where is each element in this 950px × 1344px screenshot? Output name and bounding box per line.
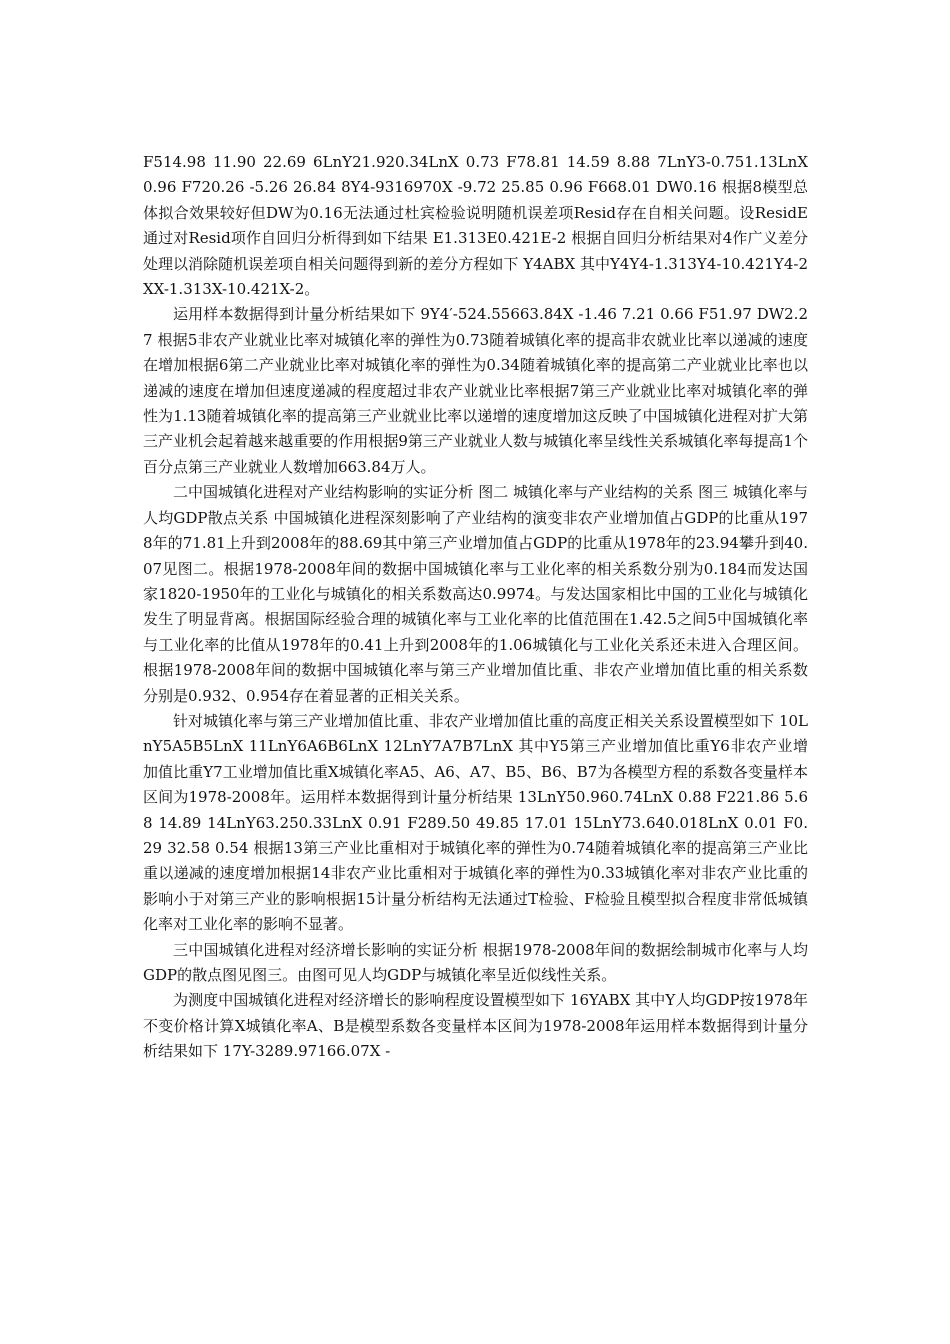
document-body: [143, 150, 808, 1065]
paragraph-3: 二中国城镇化进程对产业结构影响的实证分析 图二 城镇化率与产业结构的关系 图三 城镇化率与人均GDP散点关系 中国城镇化进程深刻影响了产业结构的演变非农产业增加值占GDP的比重从1978年的71.81上升到2008年的88.69其中第三产业增加值占GDP的比重从1978年的23.94攀升到40.07见图二。根据1978-2008年间的数据中国城镇化率与工业化率的相关系数分别为0.184而发达国家1820-1950年的工业化与城镇化的相关系数高达0.9974。与发达国家相比中国的工业化与城镇化发生了明显背离。根据国际经验合理的城镇化率与工业化率的比值范围在1.42.5之间5中国城镇化率与工业化率的比值从1978年的0.41上升到2008年的1.06城镇化与工业化关系还未进入合理区间。根据1978-2008年间的数据中国城镇化率与第三产业增加值比重、非农产业增加值比重的相关系数分别是0.932、0.954存在着显著的正相关关系。: [143, 483, 808, 705]
paragraph-6: 为测度中国城镇化进程对经济增长的影响程度设置模型如下 16YABX 其中Y人均GDP按1978年不变价格计算X城镇化率A、B是模型系数各变量样本区间为1978-2008年运用样本数据得到计量分析结果如下 17Y-3289.97166.07X -: [143, 991, 808, 1061]
paragraph-1: F514.98 11.90 22.69 6LnY21.920.34LnX 0.73 F78.81 14.59 8.88 7LnY3-0.751.13LnX 0.96 F720.26 -5.26 26.84 8Y4-9316970X -9.72 25.85 0.96 F668.01 DW0.16 根据8模型总体拟合效果较好但DW为0.16无法通过杜宾检验说明随机误差项Resid存在自相关问题。设ResidE通过对Resid项作自回归分析得到如下结果 E1.313E0.421E-2 根据自回归分析结果对4作广义差分处理以消除随机误差项自相关问题得到新的差分方程如下 Y4ABX 其中Y4Y4-1.313Y4-10.421Y4-2XX-1.313X-10.421X-2。: [143, 153, 808, 299]
paragraph-5: 三中国城镇化进程对经济增长影响的实证分析 根据1978-2008年间的数据绘制城市化率与人均GDP的散点图见图三。由图可见人均GDP与城镇化率呈近似线性关系。: [143, 940, 808, 984]
paragraph-2: 运用样本数据得到计量分析结果如下 9Y4′-524.55663.84X -1.46 7.21 0.66 F51.97 DW2.27 根据5非农产业就业比率对城镇化率的弹性为0.73随着城镇化率的提高非农就业比率以递减的速度在增加根据6第二产业就业比率对城镇化率的弹性为0.34随着城镇化率的提高第二产业就业比率也以递减的速度在增加但速度递减的程度超过非农产业就业比率根据7第三产业就业比率对城镇化率的弹性为1.13随着城镇化率的提高第三产业就业比率以递增的速度增加这反映了中国城镇化进程对扩大第三产业机会起着越来越重要的作用根据9第三产业就业人数与城镇化率呈线性关系城镇化率每提高1个百分点第三产业就业人数增加663.84万人。: [143, 305, 808, 476]
paragraph-4: 针对城镇化率与第三产业增加值比重、非农产业增加值比重的高度正相关关系设置模型如下 10LnY5A5B5LnX 11LnY6A6B6LnX 12LnY7A7B7LnX 其中Y5第三产业增加值比重Y6非农产业增加值比重Y7工业增加值比重X城镇化率A5、A6、A7、B5、B6、B7为各模型方程的系数各变量样本区间为1978-2008年。运用样本数据得到计量分析结果 13LnY50.960.74LnX 0.88 F221.86 5.68 14.89 14LnY63.250.33LnX 0.91 F289.50 49.85 17.01 15LnY73.640.018LnX 0.01 F0.29 32.58 0.54 根据13第三产业比重相对于城镇化率的弹性为0.74随着城镇化率的提高第三产业比重以递减的速度增加根据14非农产业比重相对于城镇化率的弹性为0.33城镇化率对非农产业比重的影响小于对第三产业的影响根据15计量分析结构无法通过T检验、F检验且模型拟合程度非常低城镇化率对工业化率的影响不显著。: [143, 711, 808, 934]
